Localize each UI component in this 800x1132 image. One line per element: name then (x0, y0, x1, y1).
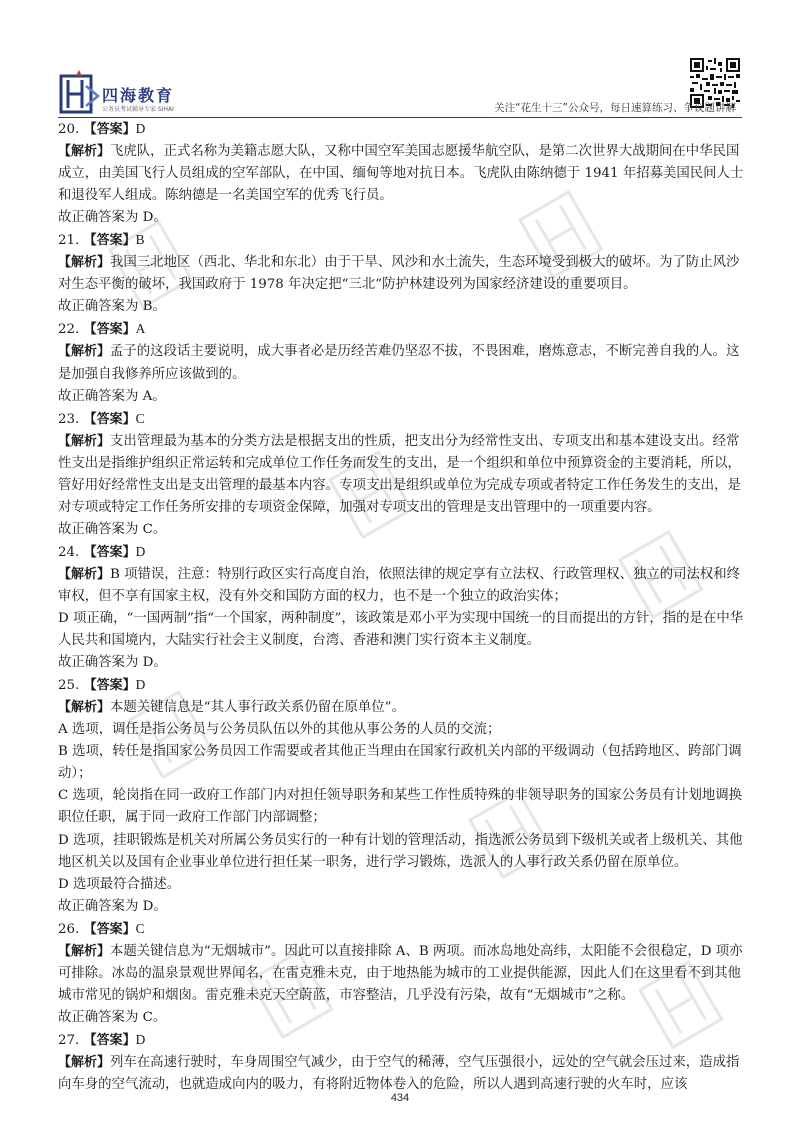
analysis-paragraph (58, 608, 746, 652)
answer-letter: C (135, 410, 145, 426)
analysis-label: 【解析】 (58, 943, 111, 959)
analysis-paragraph (58, 941, 746, 1007)
analysis-text: A 选项，调任是指公务员与公务员队伍以外的其他从事公务的人员的交流； (58, 722, 501, 738)
analysis-paragraph (58, 252, 746, 296)
analysis-text: 孟子的这段话主要说明，成大事者必是历经苦难仍坚忍不拔，不畏困难，磨炼意志，不断完善自我的人。这是加强自我修养所应该做到的。 (58, 344, 740, 382)
header-tagline: 关注“花生十三”公众号，每日速算练习、争议题讲解 (494, 102, 736, 114)
question-number: 24. (58, 544, 80, 560)
analysis-text: 本题关键信息是“其人事行政关系仍留在原单位”。 (110, 700, 405, 716)
answer-label: 【答案】 (83, 122, 136, 137)
answer-letter: D (135, 1031, 146, 1047)
question-block (58, 674, 746, 918)
analysis-paragraph (58, 431, 746, 519)
conclusion-line: 故正确答案为 A。 (58, 388, 166, 404)
conclusion-line: 故正确答案为 D。 (58, 898, 167, 914)
conclusion-line: 故正确答案为 D。 (58, 210, 167, 226)
answer-line (58, 918, 746, 941)
logo-text: 四海教育 (102, 86, 175, 105)
analysis-label: 【解析】 (58, 255, 111, 271)
answer-line (58, 1029, 746, 1052)
analysis-paragraph (58, 741, 746, 785)
answer-label: 【答案】 (83, 544, 136, 560)
question-number: 27. (58, 1032, 80, 1048)
answer-letter: B (135, 232, 145, 248)
analysis-label: 【解析】 (58, 700, 111, 716)
answer-label: 【答案】 (83, 678, 136, 694)
answer-letter: A (135, 321, 146, 337)
answer-label: 【答案】 (83, 322, 136, 338)
answer-line (58, 541, 746, 564)
answer-letter: D (135, 677, 146, 693)
analysis-paragraph (58, 1052, 746, 1096)
answer-line (58, 674, 746, 697)
analysis-text: D 选项最符合描述。 (58, 876, 181, 892)
conclusion-line: 故正确答案为 C。 (58, 521, 167, 537)
logo-subtext: 公务员考试辅导专家 SIHAI (102, 106, 174, 113)
answer-line (58, 408, 746, 431)
analysis-label: 【解析】 (58, 344, 111, 360)
answer-line (58, 318, 746, 341)
question-block (58, 541, 746, 674)
analysis-text: 列车在高速行驶时，车身周围空气减少，由于空气的稀薄，空气压强很小，远处的空气就会压过来，造成指向车身的空气流动，也就造成向内的吸力，有将附近物体卷入的危险，所以人遇到高速行驶的火车时，应该 (58, 1054, 740, 1093)
analysis-paragraph (58, 830, 746, 874)
question-number: 23. (58, 411, 80, 427)
answer-label: 【答案】 (83, 1032, 136, 1048)
sihai-logo (58, 70, 228, 120)
page-header (0, 0, 800, 118)
analysis-label: 【解析】 (58, 433, 111, 449)
answer-label: 【答案】 (83, 921, 136, 937)
analysis-paragraph (58, 341, 746, 385)
question-block (58, 318, 746, 407)
question-number: 21. (58, 233, 80, 249)
conclusion-line: 故正确答案为 B。 (58, 299, 166, 315)
question-block (58, 408, 746, 541)
analysis-text: B 选项，转任是指国家公务员因工作需要或者其他正当理由在国家行政机关内部的平级调动（包括跨地区、跨部门调动）； (58, 744, 742, 782)
analysis-text: 支出管理最为基本的分类方法是根据支出的性质，把支出分为经常性支出、专项支出和基本建设支出。经常性支出是指维护组织正常运转和完成单位工作任务而发生的支出，是一个组织和单位中预算资金的主要消耗，所以，管好用好经常性支出是支出管理的最基本内容。专项支出是组织或单位为完成专项或者特定工作任务发生的支出，是对专项或特定工作任务所安排的专项资金保障，加强对专项支出的管理是支出管理中的一项重要内容。 (58, 433, 741, 515)
answer-explanations (58, 118, 746, 1096)
analysis-text: 飞虎队，正式名称为美籍志愿大队，又称中国空军美国志愿援华航空队，是第二次世界大战期间在中华民国成立，由美国飞行人员组成的空军部队，在中国、缅甸等地对抗日本。飞虎队由陈纳德于 1941 年招募美国民间人士和退役军人组成。陈纳德是一名美国空军的优秀飞行员。 (58, 144, 744, 204)
conclusion-line: 故正确答案为 C。 (58, 1009, 167, 1025)
analysis-text: D 选项，挂职锻炼是机关对所属公务员实行的一种有计划的管理活动，指选派公务员到下级机关或者上级机关、其他地区机关以及国有企业事业单位进行担任某一职务，进行学习锻炼，选派人的人事行政关系仍留在原单位。 (58, 832, 743, 870)
answer-line (58, 229, 746, 252)
analysis-label: 【解析】 (58, 566, 111, 582)
analysis-paragraph (58, 874, 746, 896)
answer-letter: D (135, 543, 146, 559)
question-block (58, 229, 746, 318)
answer-label: 【答案】 (83, 411, 136, 427)
question-number: 26. (58, 921, 80, 937)
answer-line (58, 118, 746, 141)
question-block (58, 118, 746, 229)
analysis-paragraph (58, 785, 746, 829)
analysis-text: 我国三北地区（西北、华北和东北）由于干旱、风沙和水土流失，生态环境受到极大的破坏。为了防止风沙对生态平衡的破坏，我国政府于 1978 年决定把“三北”防护林建设列为国家经济建设的重要项目。 (58, 255, 740, 293)
question-block (58, 1029, 746, 1096)
question-number: 20. (58, 122, 80, 137)
analysis-paragraph (58, 141, 746, 207)
analysis-paragraph (58, 697, 746, 719)
conclusion-line: 故正确答案为 D。 (58, 655, 167, 671)
analysis-label: 【解析】 (58, 144, 111, 160)
question-block (58, 918, 746, 1029)
page-number: 434 (390, 1092, 410, 1104)
question-number: 22. (58, 322, 80, 338)
analysis-paragraph (58, 564, 746, 608)
answer-letter: C (135, 920, 145, 936)
analysis-text: C 选项，轮岗指在同一政府工作部门内对担任领导职务和某些工作性质特殊的非领导职务的国家公务员有计划地调换职位任职，属于同一政府工作部门内部调整； (58, 788, 743, 826)
analysis-text: D 项正确，“一国两制”指“一个国家，两种制度”，该政策是邓小平为实现中国统一的目而提出的方针，指的是在中华人民共和国境内，大陆实行社会主义制度，台湾、香港和澳门实行资本主义制度。 (58, 611, 744, 649)
analysis-text: 本题关键信息为“无烟城市”。因此可以直接排除 A、B 两项。而冰岛地处高纬，太阳能不会很稳定，D 项亦可排除。冰岛的温泉景观世界闻名，在雷克雅未克，由于地热能为城市的工业提供能源，因此人们在这里看不到其他城市常见的锅炉和烟囱。雷克雅未克天空蔚蓝，市容整洁，几乎没有污染，故有“无烟城市”之称。 (58, 943, 743, 1003)
answer-letter: D (135, 121, 146, 136)
analysis-text: B 项错误，注意：特别行政区实行高度自治，依照法律的规定享有立法权、行政管理权、独立的司法权和终审权，但不享有国家主权，没有外交和国防方面的权力，也不是一个独立的政治实体； (58, 566, 741, 604)
answer-label: 【答案】 (83, 233, 136, 249)
analysis-label: 【解析】 (58, 1054, 111, 1070)
analysis-paragraph (58, 719, 746, 741)
question-number: 25. (58, 678, 80, 694)
